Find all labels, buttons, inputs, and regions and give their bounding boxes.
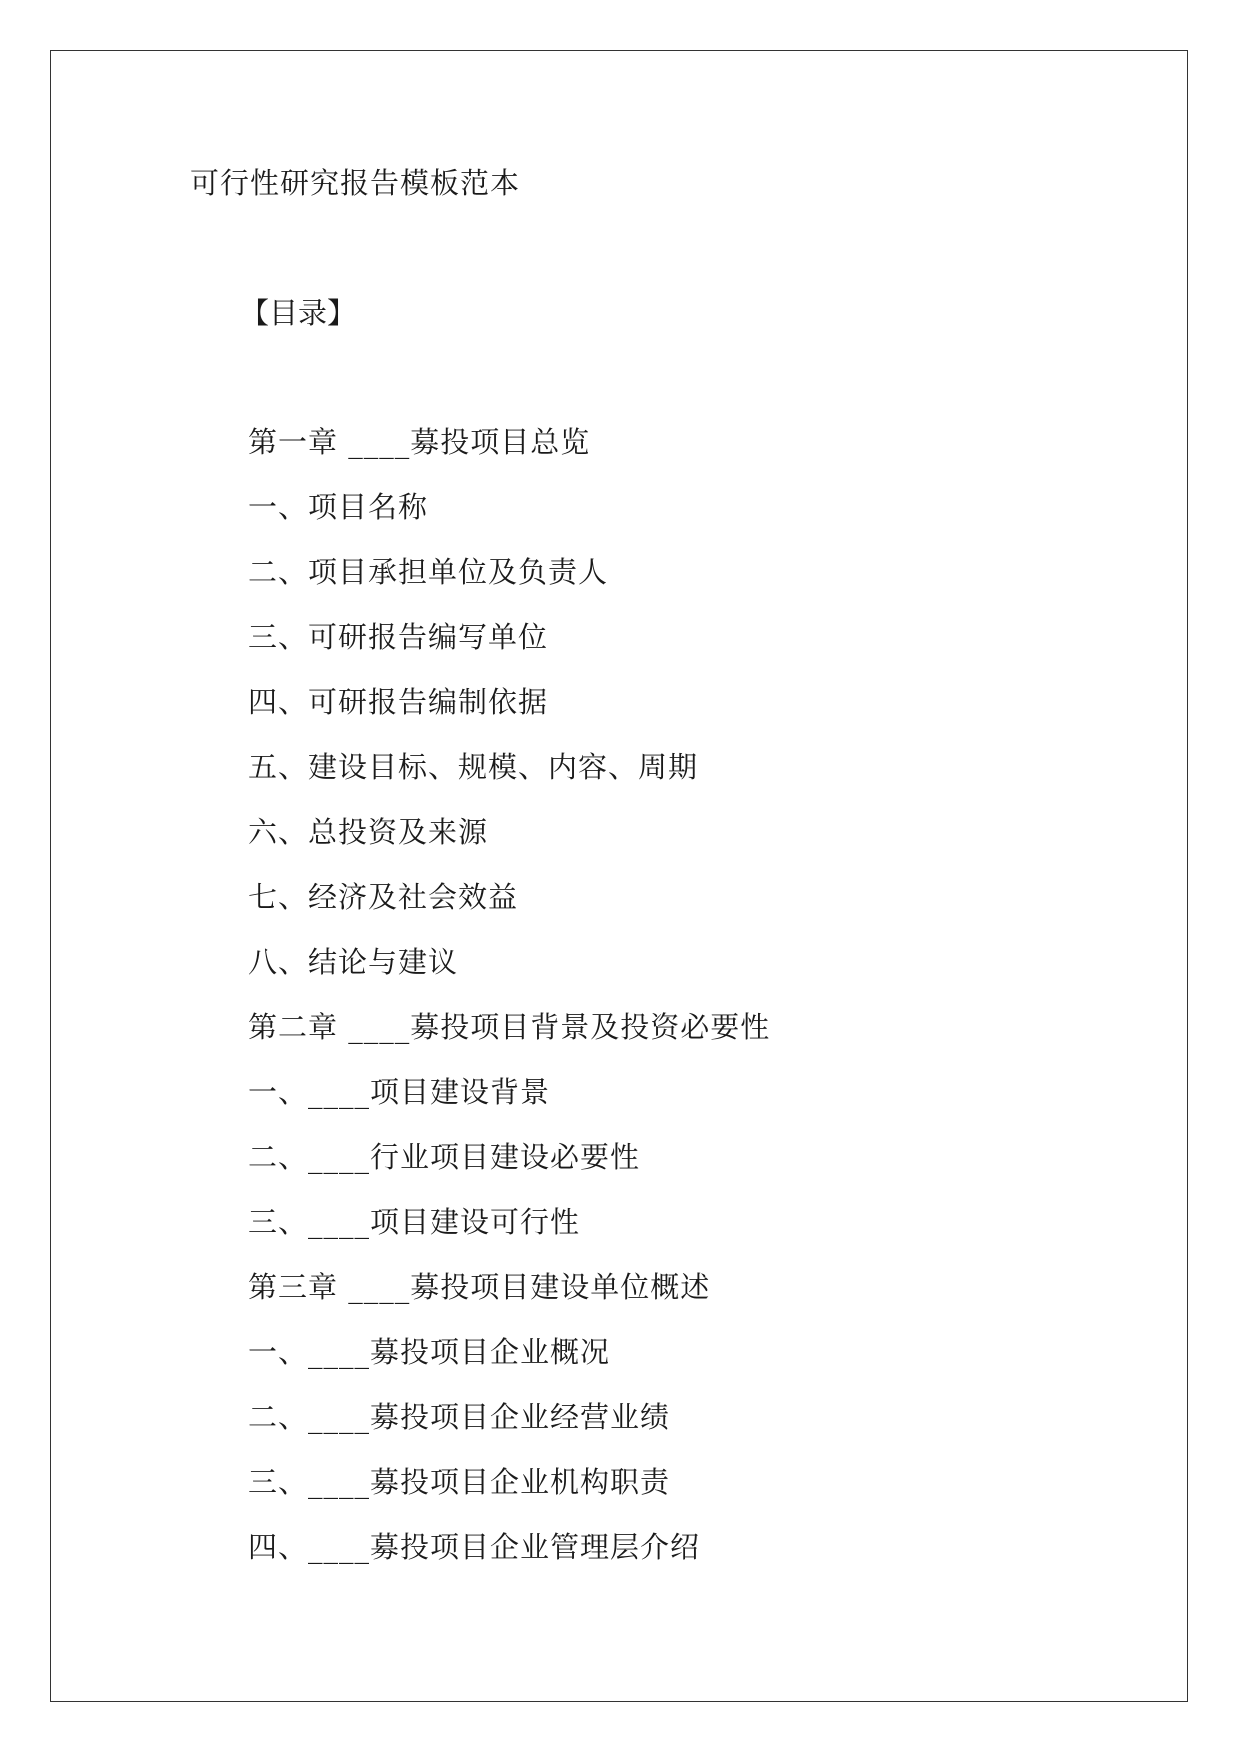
toc-item: 一、____项目建设背景 (248, 1075, 551, 1109)
toc-chapter-1: 第一章 ____募投项目总览 (248, 425, 591, 459)
table-of-contents (248, 422, 770, 1592)
toc-item: 四、____募投项目企业管理层介绍 (248, 1530, 701, 1564)
toc-item: 三、____募投项目企业机构职责 (248, 1465, 671, 1499)
toc-item: 一、项目名称 (248, 490, 429, 524)
toc-item: 七、经济及社会效益 (248, 880, 519, 914)
toc-item: 三、____项目建设可行性 (248, 1205, 581, 1239)
toc-chapter-3: 第三章 ____募投项目建设单位概述 (248, 1270, 711, 1304)
toc-heading: 【目录】 (240, 296, 357, 330)
toc-item: 三、可研报告编写单位 (248, 620, 549, 654)
toc-item: 二、____募投项目企业经营业绩 (248, 1400, 671, 1434)
toc-item: 六、总投资及来源 (248, 815, 489, 849)
toc-item: 八、结论与建议 (248, 945, 459, 979)
toc-chapter-2: 第二章 ____募投项目背景及投资必要性 (248, 1010, 771, 1044)
toc-item: 四、可研报告编制依据 (248, 685, 549, 719)
toc-item: 一、____募投项目企业概况 (248, 1335, 611, 1369)
toc-item: 五、建设目标、规模、内容、周期 (248, 750, 699, 784)
toc-item: 二、项目承担单位及负责人 (248, 555, 609, 589)
toc-item: 二、____行业项目建设必要性 (248, 1140, 641, 1174)
document-title: 可行性研究报告模板范本 (190, 166, 521, 200)
